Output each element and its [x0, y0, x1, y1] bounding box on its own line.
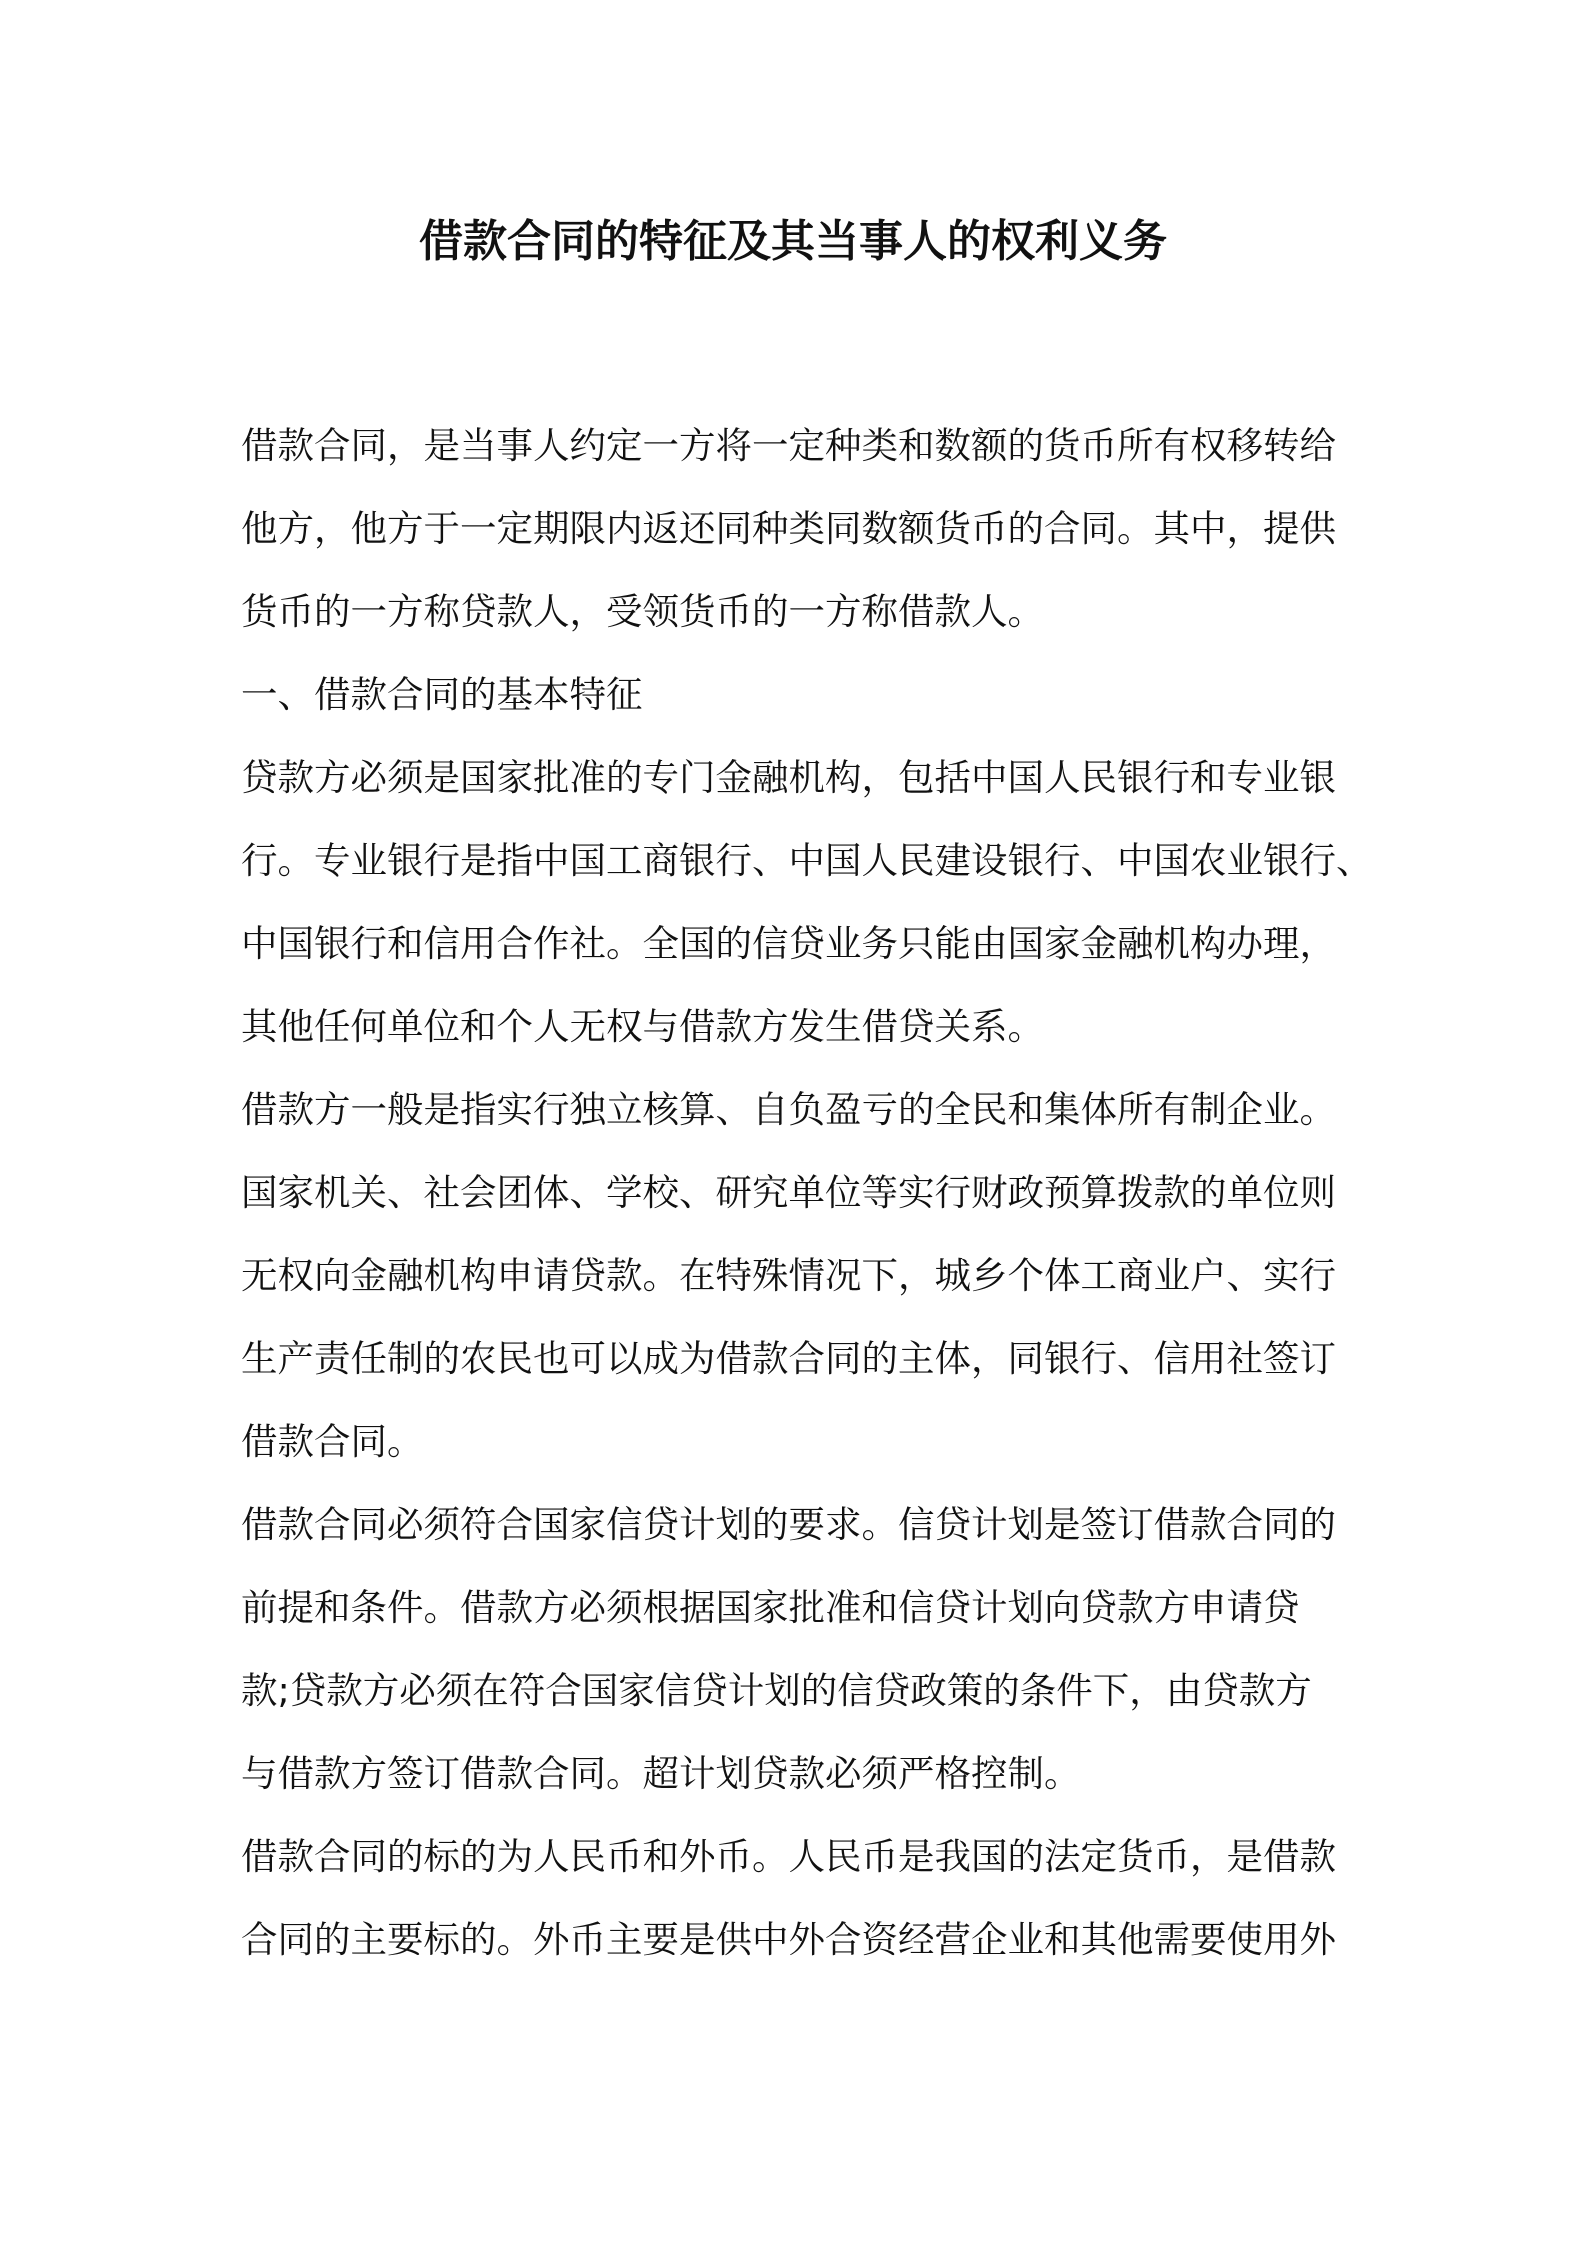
text-line: 借款方一般是指实行独立核算、自负盈亏的全民和集体所有制企业。 [241, 1088, 1336, 1131]
text-line: 前提和条件。借款方必须根据国家批准和信贷计划向贷款方申请贷 [241, 1586, 1300, 1629]
document-body [241, 404, 1373, 1981]
text-line: 其他任何单位和个人无权与借款方发生借贷关系。 [241, 1005, 1044, 1048]
text-line: 他方，他方于一定期限内返还同种类同数额货币的合同。其中，提供 [241, 507, 1336, 550]
document-title: 借款合同的特征及其当事人的权利义务 [419, 216, 1167, 267]
text-line: 中国银行和信用合作社。全国的信贷业务只能由国家金融机构办理， [241, 922, 1336, 965]
text-line: 货币的一方称贷款人，受领货币的一方称借款人。 [241, 590, 1044, 633]
text-line: 与借款方签订借款合同。超计划贷款必须严格控制。 [241, 1752, 1081, 1795]
text-line: 行。专业银行是指中国工商银行、中国人民建设银行、中国农业银行、 [241, 839, 1373, 882]
text-line: 国家机关、社会团体、学校、研究单位等实行财政预算拨款的单位则 [241, 1171, 1336, 1214]
text-line: 款;贷款方必须在符合国家信贷计划的信贷政策的条件下，由贷款方 [241, 1669, 1312, 1712]
text-line: 借款合同的标的为人民币和外币。人民币是我国的法定货币，是借款 [241, 1835, 1336, 1878]
section-heading: 一、借款合同的基本特征 [241, 673, 643, 716]
text-line: 贷款方必须是国家批准的专门金融机构，包括中国人民银行和专业银 [241, 756, 1336, 799]
text-line: 合同的主要标的。外币主要是供中外合资经营企业和其他需要使用外 [241, 1918, 1336, 1961]
text-line: 生产责任制的农民也可以成为借款合同的主体，同银行、信用社签订 [241, 1337, 1336, 1380]
text-line: 借款合同必须符合国家信贷计划的要求。信贷计划是签订借款合同的 [241, 1503, 1336, 1546]
text-line: 借款合同。 [241, 1420, 424, 1463]
text-line: 借款合同，是当事人约定一方将一定种类和数额的货币所有权移转给 [241, 424, 1336, 467]
text-line: 无权向金融机构申请贷款。在特殊情况下，城乡个体工商业户、实行 [241, 1254, 1336, 1297]
